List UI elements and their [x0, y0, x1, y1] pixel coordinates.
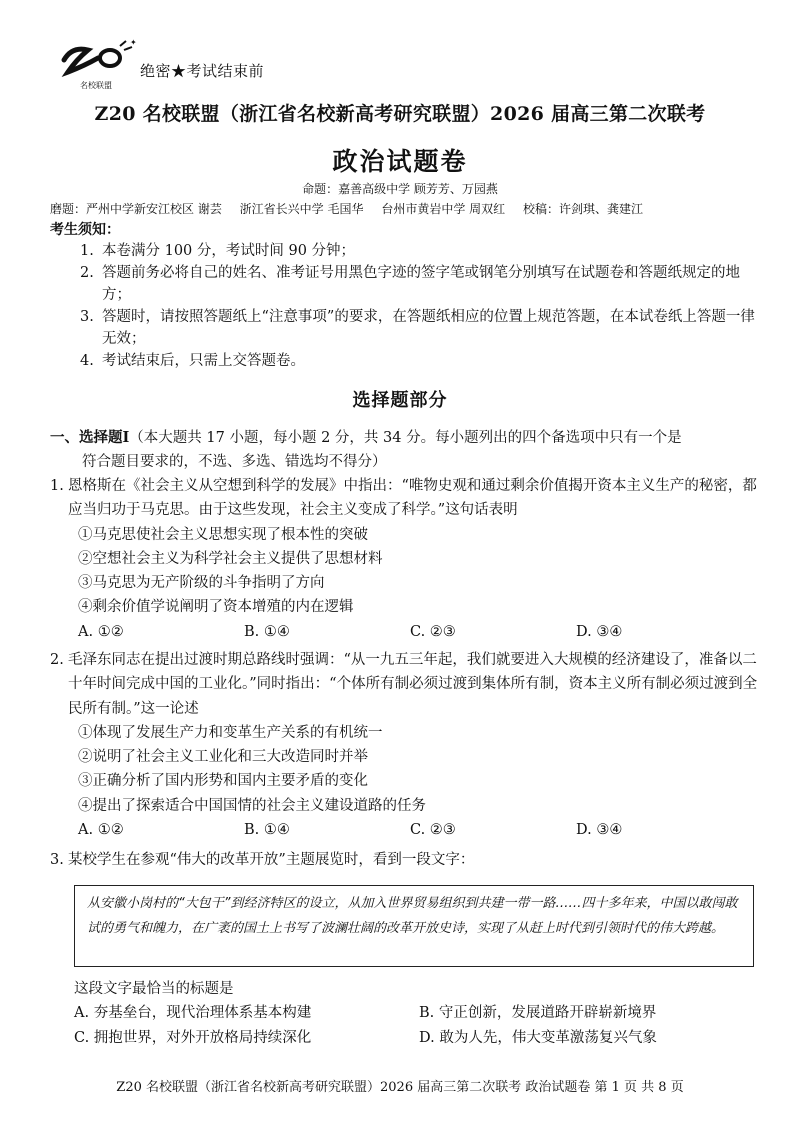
statement-1: ①体现了发展生产力和变革生产关系的有机统一 — [78, 724, 383, 741]
confidential-label: 绝密★考试结束前 — [140, 62, 265, 80]
z20-logo — [58, 38, 138, 90]
choice-b: B. 守正创新，发展道路开辟崭新境界 — [419, 1005, 657, 1022]
question-stem: 毛泽东同志在提出过渡时期总路线时强调：“从一九五三年起，我们就要进入大规模的经济建设了，准备以二十年时间完成中国的工业化。”同时指出：“个体所有制必须过渡到集体所有制，资本主义所有制必须过渡到全民所有制。”这一论述 — [68, 652, 758, 717]
choice-a: A. 夯基垒台，现代治理体系基本构建 — [74, 1005, 312, 1022]
question-number: 2. — [50, 652, 64, 668]
reviewer-2: 浙江省长兴中学 毛国华 — [239, 202, 364, 216]
choice-c: C. ②③ — [410, 623, 456, 640]
choice-c: C. ②③ — [410, 822, 456, 839]
question-number: 3. — [50, 852, 64, 868]
reviewer-4: 校稿：许剑琪、龚建江 — [522, 202, 643, 216]
notice-text: 考试结束后，只需上交答题卷。 — [102, 353, 305, 369]
choice-a: A. ①② — [78, 623, 124, 640]
exam-title: Z20 名校联盟（浙江省名校新高考研究联盟）2026 届高三第二次联考 — [94, 103, 706, 125]
authors-line: 命题：嘉善高级中学 顾芳芳、万园燕 — [302, 182, 498, 196]
reviewers-line — [50, 200, 657, 217]
question-prompt: 这段文字最恰当的标题是 — [74, 981, 234, 997]
svg-text:✦: ✦ — [130, 38, 137, 47]
choice-b: B. ①④ — [244, 822, 290, 839]
part-instructions — [50, 426, 760, 474]
statement-3: ③正确分析了国内形势和国内主要矛盾的变化 — [78, 773, 368, 790]
choice-a: A. ①② — [78, 822, 124, 839]
statement-4: ④提出了探索适合中国国情的社会主义建设道路的任务 — [78, 797, 426, 814]
choice-row — [50, 620, 762, 644]
statement-1: ①马克思使社会主义思想实现了根本性的突破 — [78, 526, 368, 543]
notice-item — [80, 262, 760, 306]
section-title: 选择题部分 — [352, 390, 448, 411]
choice-b: B. ①④ — [244, 623, 290, 640]
statement-2: ②空想社会主义为科学社会主义提供了思想材料 — [78, 550, 383, 567]
notice-text: 答题前务必将自己的姓名、准考证号用黑色字迹的签字笔或钢笔分别填写在试题卷和答题纸规定的地方； — [102, 265, 740, 303]
notice-item — [80, 306, 760, 350]
notice-num: 3. — [80, 309, 94, 325]
notice-num: 4. — [80, 353, 94, 369]
notice-text: 答题时，请按照答题纸上“注意事项”的要求，在答题纸相应的位置上规范答题，在本试卷纸上答题一律无效； — [102, 309, 755, 347]
reviewer-1: 磨题：严州中学新安江校区 谢芸 — [50, 202, 222, 216]
question-2 — [50, 648, 762, 842]
choice-row — [74, 1001, 764, 1025]
notice-num: 2. — [80, 265, 94, 281]
question-stem: 恩格斯在《社会主义从空想到科学的发展》中指出：“唯物史观和通过剩余价值揭开资本主义生产的秘密，都应当归功于马克思。由于这些发现，社会主义变成了科学。”这句话表明 — [68, 478, 757, 519]
question-1 — [50, 474, 762, 644]
part-lead: 一、选择题Ⅰ — [50, 429, 130, 446]
statement-3: ③马克思为无产阶级的斗争指明了方向 — [78, 575, 325, 592]
statement-4: ④剩余价值学说阐明了资本增殖的内在逻辑 — [78, 599, 354, 616]
notice-item — [80, 350, 760, 372]
choice-d: D. ③④ — [576, 822, 623, 839]
part-line-1: （本大题共 17 小题，每小题 2 分，共 34 分。每小题列出的四个备选项中只有一个是 — [129, 430, 682, 446]
choice-d: D. ③④ — [576, 623, 623, 640]
notice-item — [80, 240, 760, 262]
notice-heading: 考生须知： — [50, 222, 120, 238]
choice-d: D. 敢为人先，伟大变革激荡复兴气象 — [419, 1029, 657, 1046]
question-3-options — [74, 977, 764, 1050]
reviewer-3: 台州市黄岩中学 周双红 — [381, 202, 506, 216]
choice-row — [74, 1026, 764, 1050]
question-stem: 某校学生在参观“伟大的改革开放”主题展览时，看到一段文字： — [68, 852, 475, 868]
question-3 — [50, 848, 762, 872]
notice-num: 1. — [80, 243, 94, 259]
z20-logo-graphic — [58, 38, 138, 90]
part-line-2: 符合题目要求的，不选、多选、错选均不得分） — [82, 454, 387, 470]
logo-caption: 名校联盟 — [80, 81, 112, 90]
question-number: 1. — [50, 478, 64, 494]
choice-row — [50, 818, 762, 842]
quote-box: 从安徽小岗村的“大包干”到经济特区的设立，从加入世界贸易组织到共建一带一路……四十多年来，中国以敢闯敢试的勇气和魄力，在广袤的国土上书写了波澜壮阔的改革开放史诗，实现了从赶上时代到引领时代的伟大跨越。 — [74, 885, 754, 967]
notice-text: 本卷满分 100 分，考试时间 90 分钟； — [102, 243, 356, 259]
notice-list — [80, 240, 760, 372]
subject-title: 政治试题卷 — [332, 147, 468, 176]
statement-2: ②说明了社会主义工业化和三大改造同时并举 — [78, 749, 368, 766]
page-footer: Z20 名校联盟（浙江省名校新高考研究联盟）2026 届高三第二次联考 政治试题卷 第 1 页 共 8 页 — [116, 1080, 684, 1095]
choice-c: C. 拥抱世界，对外开放格局持续深化 — [74, 1029, 312, 1046]
